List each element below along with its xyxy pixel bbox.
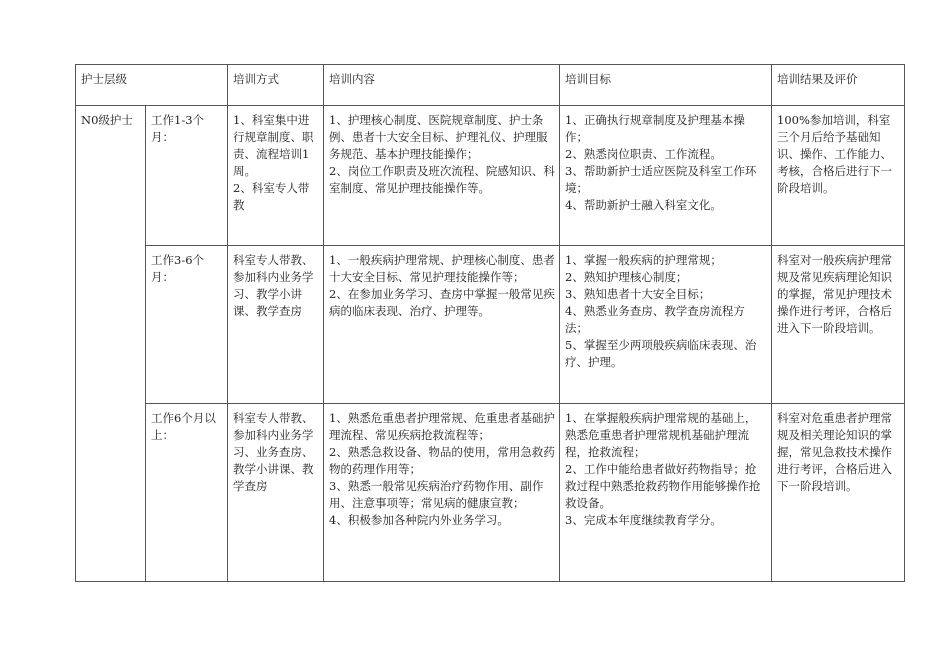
content-cell: 1、护理核心制度、医院规章制度、护士条例、患者十大安全目标、护理礼仪、护理服务规范、基本护理技能操作； 2、岗位工作职责及班次流程、院感知识、科室制度、常见护理技能操作等。: [324, 106, 560, 246]
content-cell: 1、熟悉危重患者护理常规、危重患者基础护理流程、常见疾病抢救流程等； 2、熟悉急救设备、物品的使用，常用急救药物的药理作用等； 3、熟悉一般常见疾病治疗药物作用、副作用、注意事项等；常见病的健康宣教； 4、积极参加各种院内外业务学习。: [324, 404, 560, 582]
table-row: [76, 404, 905, 582]
table-row: [76, 246, 905, 404]
period-cell: 工作6个月以上：: [146, 404, 228, 582]
header-goal: 培训目标: [560, 65, 772, 106]
header-method: 培训方式: [228, 65, 324, 106]
header-row: [76, 65, 905, 106]
result-cell: 科室对一般疾病护理常规及常见疾病理论知识的掌握，常见护理技术操作进行考评，合格后进入下一阶段培训。: [772, 246, 905, 404]
result-cell: 100%参加培训，科室三个月后给予基础知识、操作、工作能力、考核，合格后进行下一阶段培训。: [772, 106, 905, 246]
table-row: [76, 106, 905, 246]
period-cell: 工作3-6个月：: [146, 246, 228, 404]
method-cell: 科室专人带教、参加科内业务学习、教学小讲课、教学查房: [228, 246, 324, 404]
training-plan-table: [75, 64, 905, 582]
header-content: 培训内容: [324, 65, 560, 106]
level-cell: N0级护士: [76, 106, 146, 582]
method-cell: 科室专人带教、参加科内业务学习、业务查房、教学小讲课、教学查房: [228, 404, 324, 582]
goal-cell: 1、掌握一般疾病的护理常规； 2、熟知护理核心制度； 3、熟知患者十大安全目标； 4、熟悉业务查房、教学查房流程方法； 5、掌握至少两项般疾病临床表现、治疗、护理。: [560, 246, 772, 404]
goal-cell: 1、正确执行规章制度及护理基本操作； 2、熟悉岗位职责、工作流程。 3、帮助新护士适应医院及科室工作环境； 4、帮助新护士融入科室文化。: [560, 106, 772, 246]
header-level: 护士层级: [76, 65, 228, 106]
header-result: 培训结果及评价: [772, 65, 905, 106]
content-cell: 1、一般疾病护理常规、护理核心制度、患者十大安全目标、常见护理技能操作等； 2、在参加业务学习、查房中掌握一般常见疾病的临床表现、治疗、护理等。: [324, 246, 560, 404]
result-cell: 科室对危重患者护理常规及相关理论知识的掌握，常见急救技术操作进行考评，合格后进入下一阶段培训。: [772, 404, 905, 582]
period-cell: 工作1-3个月：: [146, 106, 228, 246]
goal-cell: 1、在掌握般疾病护理常规的基础上，熟悉危重患者护理常规机基础护理流程，抢救流程； 2、工作中能给患者做好药物指导；抢救过程中熟悉抢救药物作用能够操作抢救设备。 3、完成本年度继续教育学分。: [560, 404, 772, 582]
method-cell: 1、科室集中进行规章制度、职责、流程培训1周。 2、科室专人带教: [228, 106, 324, 246]
